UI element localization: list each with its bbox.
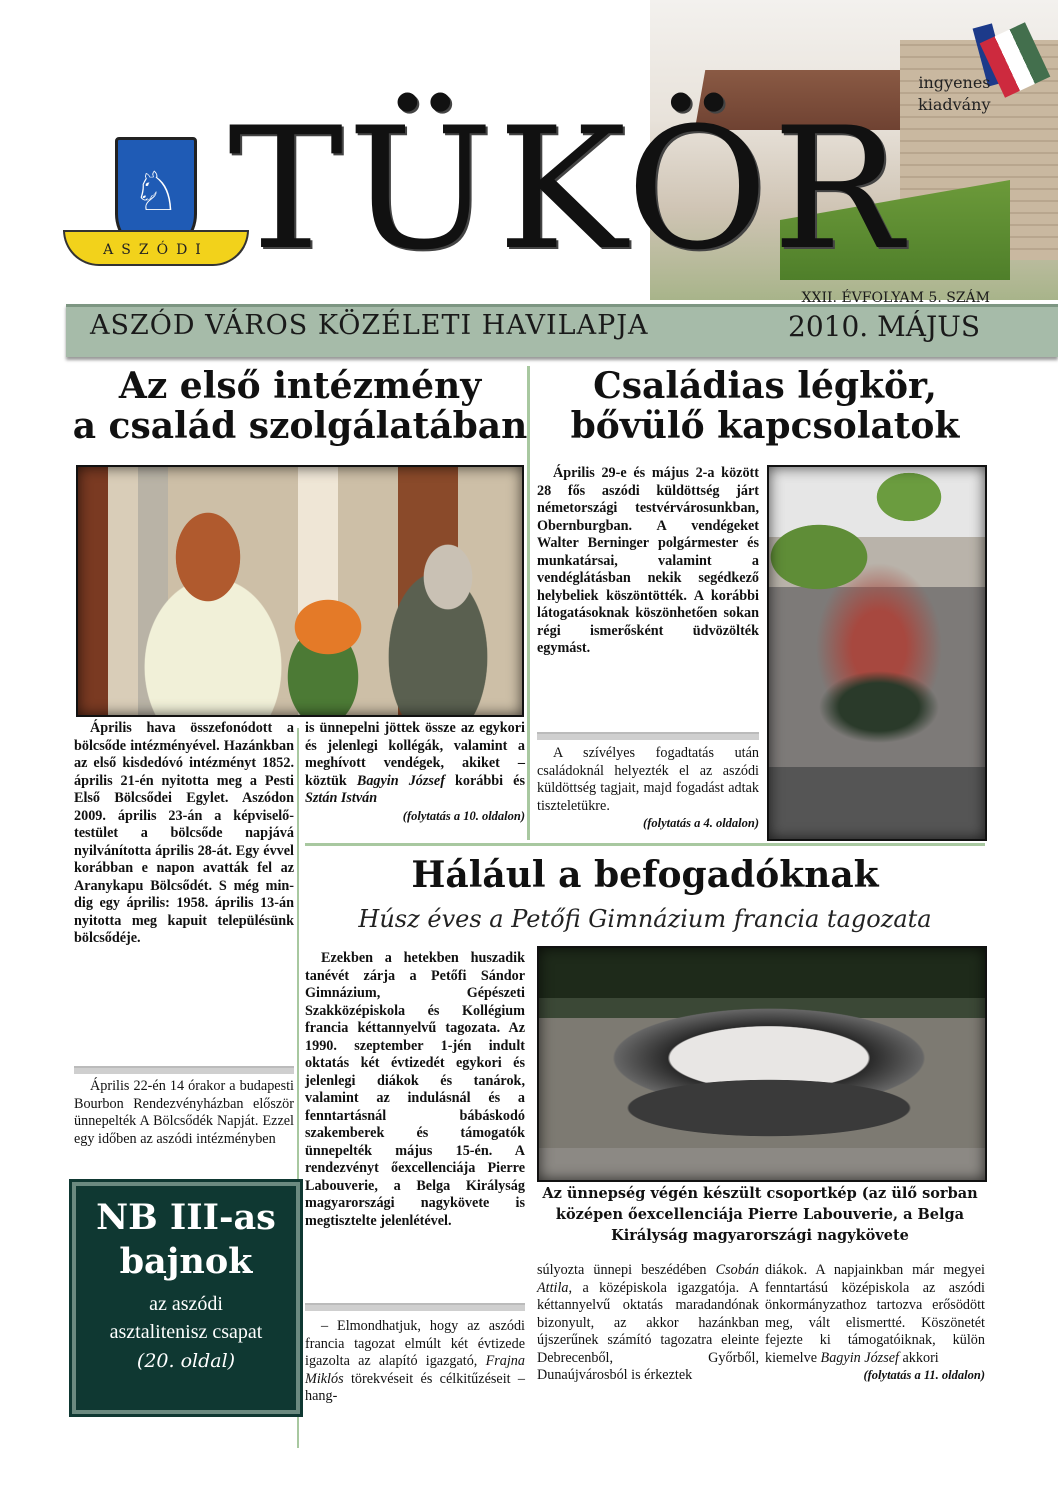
promo-line: az aszódi <box>149 1293 223 1315</box>
masthead-subtitle: ASZÓD VÁROS KÖZÉLETI HAVILAPJA <box>90 310 649 341</box>
issue-date: 2010. MÁJUS <box>788 310 980 343</box>
article-photo[interactable] <box>767 465 987 841</box>
promo-line: NB III-as <box>96 1197 276 1238</box>
article-column: Április 22-én 14 órakor a budapesti Bourbon Rendezvényházban először ünnepelték A Bölcsődék Napját. Ezzel egy időben az aszódi intézményben <box>74 1078 294 1147</box>
person-name: Frajna Miklós <box>305 1353 525 1387</box>
promo-page-ref: (20. oldal) <box>136 1350 236 1372</box>
article-subheadline: Húsz éves a Petőfi Gimnázium francia tagozata <box>358 905 932 933</box>
continued-link[interactable]: (folytatás a 10. oldalon) <box>402 808 525 823</box>
coat-ribbon-text: ASZÓDI <box>103 242 209 258</box>
continued-link[interactable]: (folytatás a 4. oldalon) <box>643 816 759 830</box>
article-headline: Hálául a befogadóknak <box>411 854 879 896</box>
free-publication-tag: ingyenes kiadvány <box>918 73 991 114</box>
person-name: Bagyin József <box>820 1349 899 1366</box>
paragraph-divider <box>305 1303 525 1311</box>
article-column: A szívélyes fogadtatás után családoknál helyezték el az aszódi küldöttség tagjait, majd fogadást adtak tiszteletükre. (folytatás a 4. oldalon) <box>537 745 759 833</box>
article-column: Április hava összefonódott a bölcsőde intézményével. Hazánkban az első kisdedóvó intézményt 1852. április 21-én nyitotta meg a Pesti Első Bölcsődei Egylet. Aszódon 2009. április 23-án a képviselő-testület a bölcsőde napjává nyilvánította április 28-át. Egy évvel korábban e napon avatták fel az Aranykapu Bölcsődét. S még min-dig egy április: 1958. április 13-án nyitotta meg kapuit településünk bölcsődéje. <box>74 720 294 946</box>
person-name: Bagyin József <box>356 772 445 789</box>
article-photo[interactable] <box>537 946 987 1182</box>
article-column: súlyozta ünnepi beszédében Csobán Attila, a középiskola igazgatója. A kéttannyelvű oktatás maradandónak bizonyult, az akkor hazánkban újszerűnek számító tagozatra eleinte Debrecenből, Győrből, Dunaújvárosból is érkeztek <box>537 1262 759 1383</box>
paragraph-divider <box>537 732 759 740</box>
article-headline: Az első intézmény a család szolgálatában <box>72 365 528 448</box>
article-column: is ünnepelni jöttek össze az egykori és jelenlegi kollégák, valamint a meghívott vendégek, akiket – köztük Bagyin József korábbi és Sztán István (folytatás a 10. oldalon) <box>305 720 525 825</box>
paragraph-divider <box>74 1066 294 1074</box>
newspaper-title: TÜKÖR <box>228 91 907 287</box>
issue-number: XXII. ÉVFOLYAM 5. SZÁM <box>801 290 990 306</box>
article-photo[interactable] <box>76 465 524 717</box>
promo-line: bajnok <box>119 1241 253 1282</box>
photo-caption: Az ünnepség végén készült csoportkép (az ülő sorban középen őexcellenciája Pierre Labouverie, a Belga Királyság magyarországi nagykövete <box>542 1185 978 1244</box>
article-headline: Családias légkör, bővülő kapcsolatok <box>570 365 960 448</box>
continued-link[interactable]: (folytatás a 11. oldalon) <box>863 1368 985 1382</box>
coat-ribbon <box>63 220 249 278</box>
article-column: diákok. A napjainkban már megyei fenntartású középiskola az aszódi önkormányzathoz tartozva erősödött meg, vált elismertté. Köszönetét fejezte ki támogatóiknak, külön kiemelve Bagyin József akkori (folytatás a 11. oldalon) <box>765 1262 985 1385</box>
article-column: Ezekben a hetekben huszadik tanévét zárja a Petőfi Sándor Gimnázium, Gépészeti Szakközépiskola és Kollégium francia kéttannyelvű tagozata. Az 1990. szeptember 1-jén indult oktatás két évtizedét egykori és jelenlegi diákok és tanárok, valamint az indulásnál és a fenntartásnál bábáskodó szakemberek és támogatók ünnepelték május 15-én. A rendezvényt őexcellenciája Pierre Labouverie, a Belga Királyság magyarországi nagykövete is megtisztelte jelenlétével. <box>305 950 525 1229</box>
article-column: – Elmondhatjuk, hogy az aszódi francia tagozat elmúlt két évtizede igazolta az alapító igazgató, Frajna Miklós törekvéseit és célkitűzéseit – hang- <box>305 1318 525 1404</box>
article-column: Április 29-e és május 2-a között 28 fős aszódi küldöttség járt németországi testvérvárosunkban, Obernburgban. A vendégeket Walter Berninger polgármester és munkatársai, valamint a vendéglátásban nekik segédkező helybeliek köszöntötték. A korábbi látogatásoknak köszönhetően sokan régi ismerősként üdvözölték egymást. <box>537 465 759 656</box>
promo-line: asztalitenisz csapat <box>109 1321 263 1343</box>
unicorn-icon: ♘ <box>131 160 181 223</box>
person-name: Csobán Attila <box>537 1262 759 1296</box>
section-divider <box>305 843 985 846</box>
person-name: Sztán István <box>305 790 378 806</box>
promo-box-table-tennis[interactable] <box>72 1182 300 1414</box>
